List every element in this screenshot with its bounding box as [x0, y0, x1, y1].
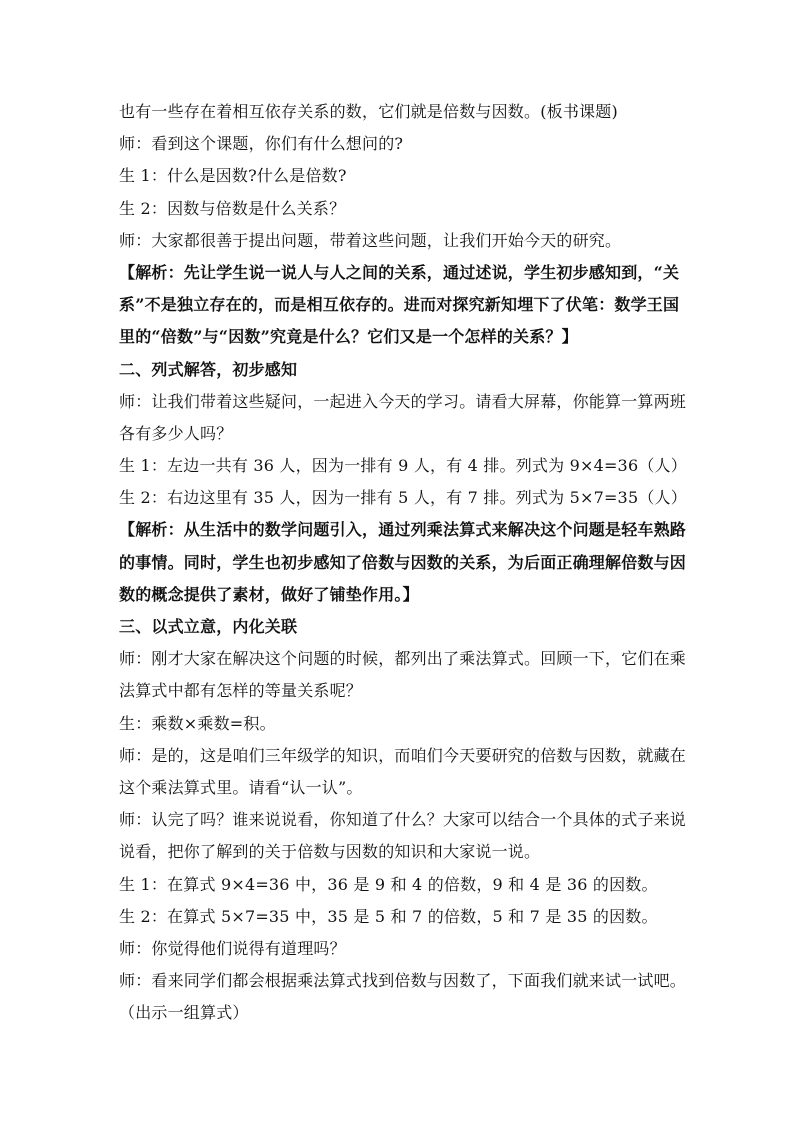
text-line: 师：大家都很善于提出问题，带着这些问题，让我们开始今天的研究。: [119, 230, 622, 250]
analysis-note-line: 的事情。同时，学生也初步感知了倍数与因数的关系，为后面正确理解倍数与因: [119, 552, 687, 572]
section-heading: 三、以式立意，内化关联: [119, 617, 298, 636]
analysis-note-line: 数的概念提供了素材，做好了铺垫作用。】: [119, 584, 419, 604]
text-line: 师：是的，这是咱们三年级学的知识，而咱们今天要研究的倍数与因数，就藏在: [119, 745, 687, 765]
text-line: 师：看来同学们都会根据乘法算式找到倍数与因数了，下面我们就来试一试吧。: [119, 971, 687, 991]
text-line: 这个乘法算式里。请看“认一认”。: [119, 777, 363, 797]
text-line: 说看，把你了解到的关于倍数与因数的知识和大家说一说。: [119, 842, 541, 862]
text-line: 师：你觉得他们说得有道理吗？: [119, 938, 346, 958]
text-line: 生 1：在算式 9×4=36 中，36 是 9 和 4 的倍数，9 和 4 是 36 的因数。: [119, 874, 658, 894]
analysis-note-line: 系”不是独立存在的，而是相互依存的。进而对探究新知埋下了伏笔：数学王国: [119, 295, 680, 315]
analysis-note-line: 里的“倍数”与“因数”究竟是什么？它们又是一个怎样的关系？】: [119, 327, 578, 347]
text-line: 师：让我们带着这些疑问，一起进入今天的学习。请看大屏幕，你能算一算两班: [119, 391, 687, 411]
text-line: 师：刚才大家在解决这个问题的时候，都列出了乘法算式。回顾一下，它们在乘: [119, 649, 687, 669]
text-line: 也有一些存在着相互依存关系的数，它们就是倍数与因数。(板书课题): [119, 102, 618, 121]
text-line: 生：乘数×乘数=积。: [119, 713, 276, 733]
text-line: 生 2：右边这里有 35 人，因为一排有 5 人，有 7 排。列式为 5×7=35（人）: [119, 488, 687, 508]
text-line: （出示一组算式）: [119, 1003, 249, 1023]
text-line: 生 1：左边一共有 36 人，因为一排有 9 人，有 4 排。列式为 9×4=36（人）: [119, 456, 687, 476]
analysis-note-line: 【解析：从生活中的数学问题引入，通过列乘法算式来解决这个问题是轻车熟路: [119, 520, 687, 540]
text-line: 师：认完了吗？谁来说说看，你知道了什么？大家可以结合一个具体的式子来说: [119, 810, 687, 830]
text-line: 生 1：什么是因数?什么是倍数?: [119, 166, 347, 186]
text-line: 师：看到这个课题，你们有什么想问的?: [119, 134, 404, 154]
section-heading: 二、列式解答，初步感知: [119, 359, 298, 379]
text-line: 生 2：因数与倍数是什么关系？: [119, 198, 346, 218]
text-line: 法算式中都有怎样的等量关系呢？: [119, 681, 363, 701]
text-line: 各有多少人吗？: [119, 423, 233, 443]
text-line: 生 2：在算式 5×7=35 中，35 是 5 和 7 的倍数，5 和 7 是 35 的因数。: [119, 906, 658, 926]
document-body: [119, 96, 709, 1029]
analysis-note-line: 【解析：先让学生说一说人与人之间的关系，通过述说，学生初步感知到，“关: [119, 262, 680, 282]
